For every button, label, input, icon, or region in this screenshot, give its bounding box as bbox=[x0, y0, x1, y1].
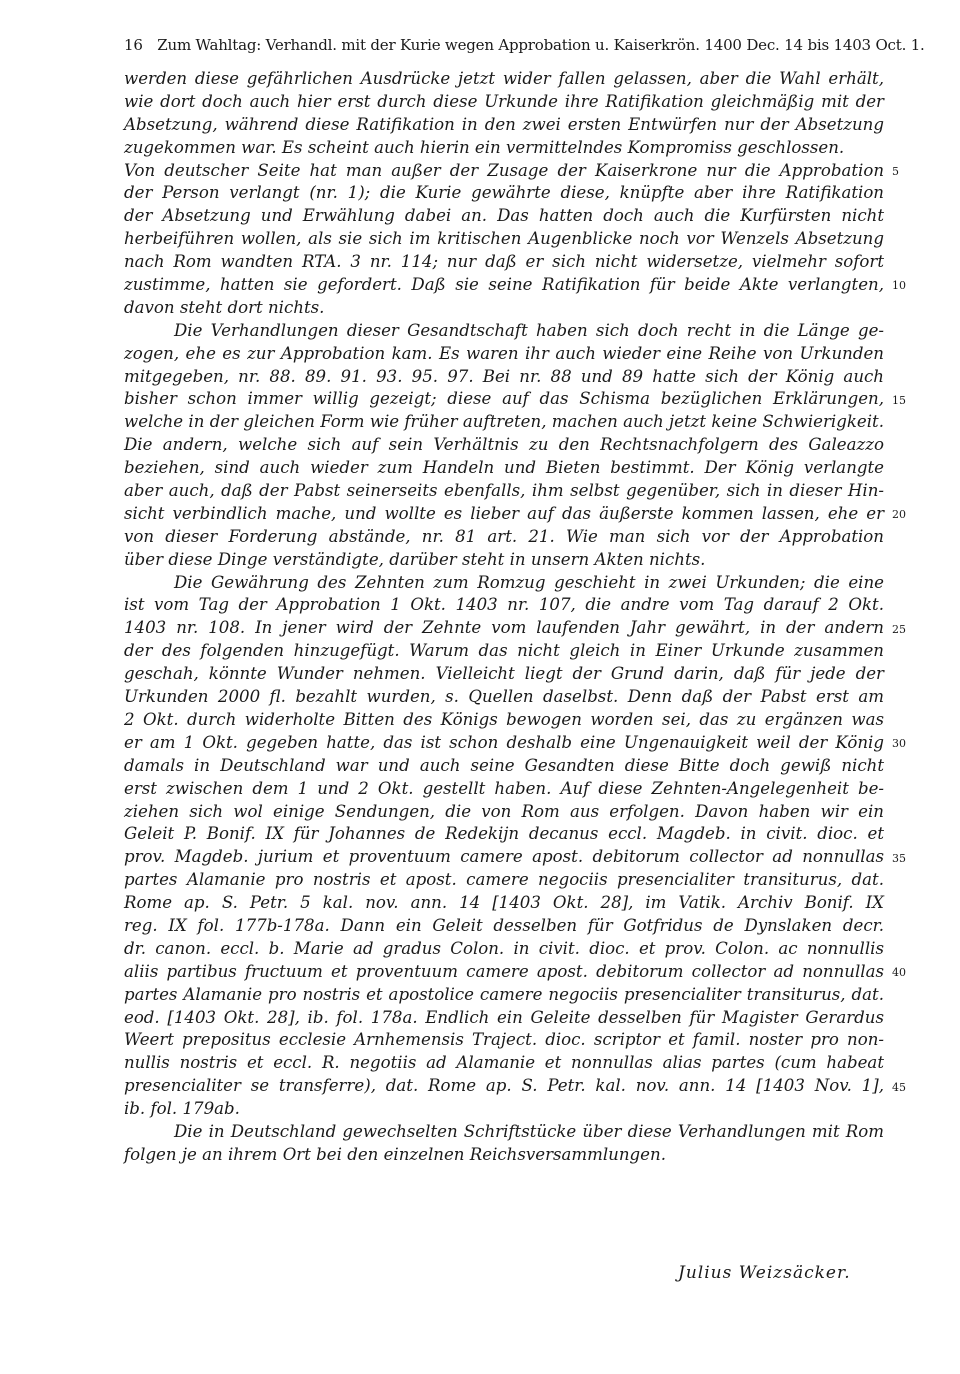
margin-line-number: 35 bbox=[892, 851, 906, 865]
margin-line-number: 40 bbox=[892, 966, 906, 980]
text-line: nullis nostris et eccl. R. negotiis ad Alamanie et nonnullas alias partes (cum habeat bbox=[124, 1053, 884, 1073]
text-line: der des folgenden hinzugefügt. Warum das nicht gleich in Einer Urkunde zusammen bbox=[124, 641, 884, 661]
text-line: wie dort doch auch hier erst durch diese Urkunde ihre Ratifikation gleichmäßig mit der bbox=[124, 91, 884, 111]
text-line: nach Rom wandten RTA. 3 nr. 114; nur daß er sich nicht widersetze, vielmehr sofort bbox=[124, 252, 884, 272]
text-line: zustimme, hatten sie gefordert. Daß sie seine Ratifikation für beide Akte verlangten, bbox=[124, 275, 884, 295]
text-line: Die Verhandlungen dieser Gesandtschaft haben sich doch recht in die Länge ge- bbox=[174, 320, 884, 340]
text-line: Absetzung, während diese Ratifikation in den zwei ersten Entwürfen nur der Absetzung bbox=[124, 114, 884, 134]
text-line: beziehen, sind auch wieder zum Handeln und Bieten bestimmt. Der König verlangte bbox=[124, 458, 884, 478]
running-header bbox=[124, 36, 925, 56]
text-line: über diese Dinge verständigte, darüber steht in unsern Akten nichts. bbox=[124, 549, 706, 569]
text-line: partes Alamanie pro nostris et apostolice camere negociis presencialiter transiturus, dat. bbox=[124, 984, 884, 1004]
text-line: zogen, ehe es zur Approbation kam. Es waren ihr auch wieder eine Reihe von Urkunden bbox=[124, 343, 884, 363]
margin-line-number: 5 bbox=[892, 164, 899, 178]
margin-line-number: 10 bbox=[892, 279, 906, 293]
running-title: Zum Wahltag: Verhandl. mit der Kurie wegen Approbation u. Kaiserkrön. 1400 Dec. 14 bis 1403 Oct. 1. bbox=[157, 36, 925, 54]
text-line: werden diese gefährlichen Ausdrücke jetzt wider fallen gelassen, aber die Wahl erhält, bbox=[124, 69, 884, 88]
text-line: ib. fol. 179ab. bbox=[124, 1099, 240, 1119]
text-line: bisher schon immer willig gezeigt; diese auf das Schisma bezüglichen Erklärungen, bbox=[124, 389, 884, 409]
text-line: Geleit P. Bonif. IX für Johannes de Redekijn decanus eccl. Magdeb. in civit. dioc. et bbox=[124, 824, 884, 844]
text-line: ziehen sich wol einige Sendungen, die von Rom aus erfolgen. Davon haben wir ein bbox=[124, 801, 884, 821]
text-line: Weert prepositus ecclesie Arnhemensis Traject. dioc. scriptor et famil. noster pro non- bbox=[124, 1030, 884, 1050]
text-line: er am 1 Okt. gegeben hatte, das ist schon deshalb eine Ungenauigkeit weil der König bbox=[124, 732, 884, 752]
text-line: damals in Deutschland war und auch seine Gesandten diese Bitte doch gewiß nicht bbox=[124, 755, 884, 775]
text-line: eod. [1403 Okt. 28], ib. fol. 178a. Endlich ein Geleite desselben für Magister Gerardus bbox=[124, 1007, 884, 1027]
page-number: 16 bbox=[124, 36, 143, 54]
text-line: herbeiführen wollen, als sie sich im kritischen Augenblicke noch vor Wenzels Absetzung bbox=[124, 229, 884, 249]
text-line: folgen je an ihrem Ort bei den einzelnen Reichsversammlungen. bbox=[124, 1144, 666, 1164]
text-line: der Absetzung und Erwählung dabei an. Das hatten doch auch die Kurfürsten nicht bbox=[124, 206, 884, 226]
text-line: davon steht dort nichts. bbox=[124, 297, 325, 317]
text-line: Die andern, welche sich auf sein Verhältnis zu den Rechtsnachfolgern des Galeazzo bbox=[124, 435, 884, 455]
text-line: dr. canon. eccl. b. Marie ad gradus Colon. in civit. dioc. et prov. Colon. ac nonnullis bbox=[124, 938, 884, 958]
text-line: der Person verlangt (nr. 1); die Kurie gewährte diese, knüpfte aber ihre Ratifikation bbox=[124, 183, 884, 203]
text-line: reg. IX fol. 177b-178a. Dann ein Geleit desselben für Gotfridus de Dynslaken decr. bbox=[124, 915, 884, 935]
text-line: erst zwischen dem 1 und 2 Okt. gestellt haben. Auf diese Zehnten-Angelegenheit be- bbox=[124, 778, 884, 798]
text-line: Rome ap. S. Petr. 5 kal. nov. ann. 14 [1403 Okt. 28], im Vatik. Archiv Bonif. IX bbox=[124, 893, 884, 913]
text-line: 2 Okt. durch widerholte Bitten des Königs bewogen worden sei, das zu ergänzen was bbox=[124, 709, 884, 729]
text-line: mitgegeben, nr. 88. 89. 91. 93. 95. 97. Bei nr. 88 und 89 hatte sich der König auch bbox=[124, 366, 884, 386]
text-line: Von deutscher Seite hat man außer der Zusage der Kaiserkrone nur die Approbation bbox=[124, 160, 884, 180]
margin-line-number: 15 bbox=[892, 393, 906, 407]
text-line: welche in der gleichen Form wie früher auftreten, machen auch jetzt keine Schwierigkeit. bbox=[124, 412, 884, 432]
margin-line-number: 20 bbox=[892, 508, 906, 522]
text-line: ist vom Tag der Approbation 1 Okt. 1403 nr. 107, die andre vom Tag darauf 2 Okt. bbox=[124, 595, 884, 615]
text-line: von dieser Forderung abstände, nr. 81 art. 21. Wie man sich vor der Approbation bbox=[124, 526, 884, 546]
text-line: zugekommen war. Es scheint auch hierin ein vermittelndes Kompromiss geschlossen. bbox=[124, 137, 845, 157]
author-signature: Julius Weizsäcker. bbox=[678, 1263, 851, 1283]
text-line: presencialiter se transferre), dat. Rome ap. S. Petr. kal. nov. ann. 14 [1403 Nov. 1], bbox=[124, 1076, 884, 1096]
text-line: prov. Magdeb. jurium et proventuum camere apost. debitorum collector ad nonnullas bbox=[124, 847, 884, 867]
text-line: Die Gewährung des Zehnten zum Romzug geschieht in zwei Urkunden; die eine bbox=[174, 572, 884, 592]
margin-line-number: 45 bbox=[892, 1080, 906, 1094]
text-line: aliis partibus fructuum et proventuum camere apost. debitorum collector ad nonnullas bbox=[124, 961, 884, 981]
text-line: Urkunden 2000 fl. bezahlt wurden, s. Quellen daselbst. Denn daß der Pabst erst am bbox=[124, 687, 884, 707]
text-line: aber auch, daß der Pabst seinerseits ebenfalls, ihm selbst gegenüber, sich in dieser Hin- bbox=[124, 481, 884, 501]
text-line: sicht verbindlich mache, und wollte es lieber auf das äußerste kommen lassen, ehe er bbox=[124, 503, 884, 523]
margin-line-number: 25 bbox=[892, 622, 906, 636]
text-line: 1403 nr. 108. In jener wird der Zehnte vom laufenden Jahr gewährt, in der andern bbox=[124, 618, 884, 638]
body-text bbox=[124, 68, 884, 1167]
margin-line-number: 30 bbox=[892, 737, 906, 751]
text-line: Die in Deutschland gewechselten Schriftstücke über diese Verhandlungen mit Rom bbox=[174, 1121, 884, 1141]
text-line: partes Alamanie pro nostris et apost. camere negociis presencialiter transiturus, dat. bbox=[124, 870, 884, 890]
text-line: geschah, könnte Wunder nehmen. Vielleicht liegt der Grund darin, daß für jede der bbox=[124, 664, 884, 684]
